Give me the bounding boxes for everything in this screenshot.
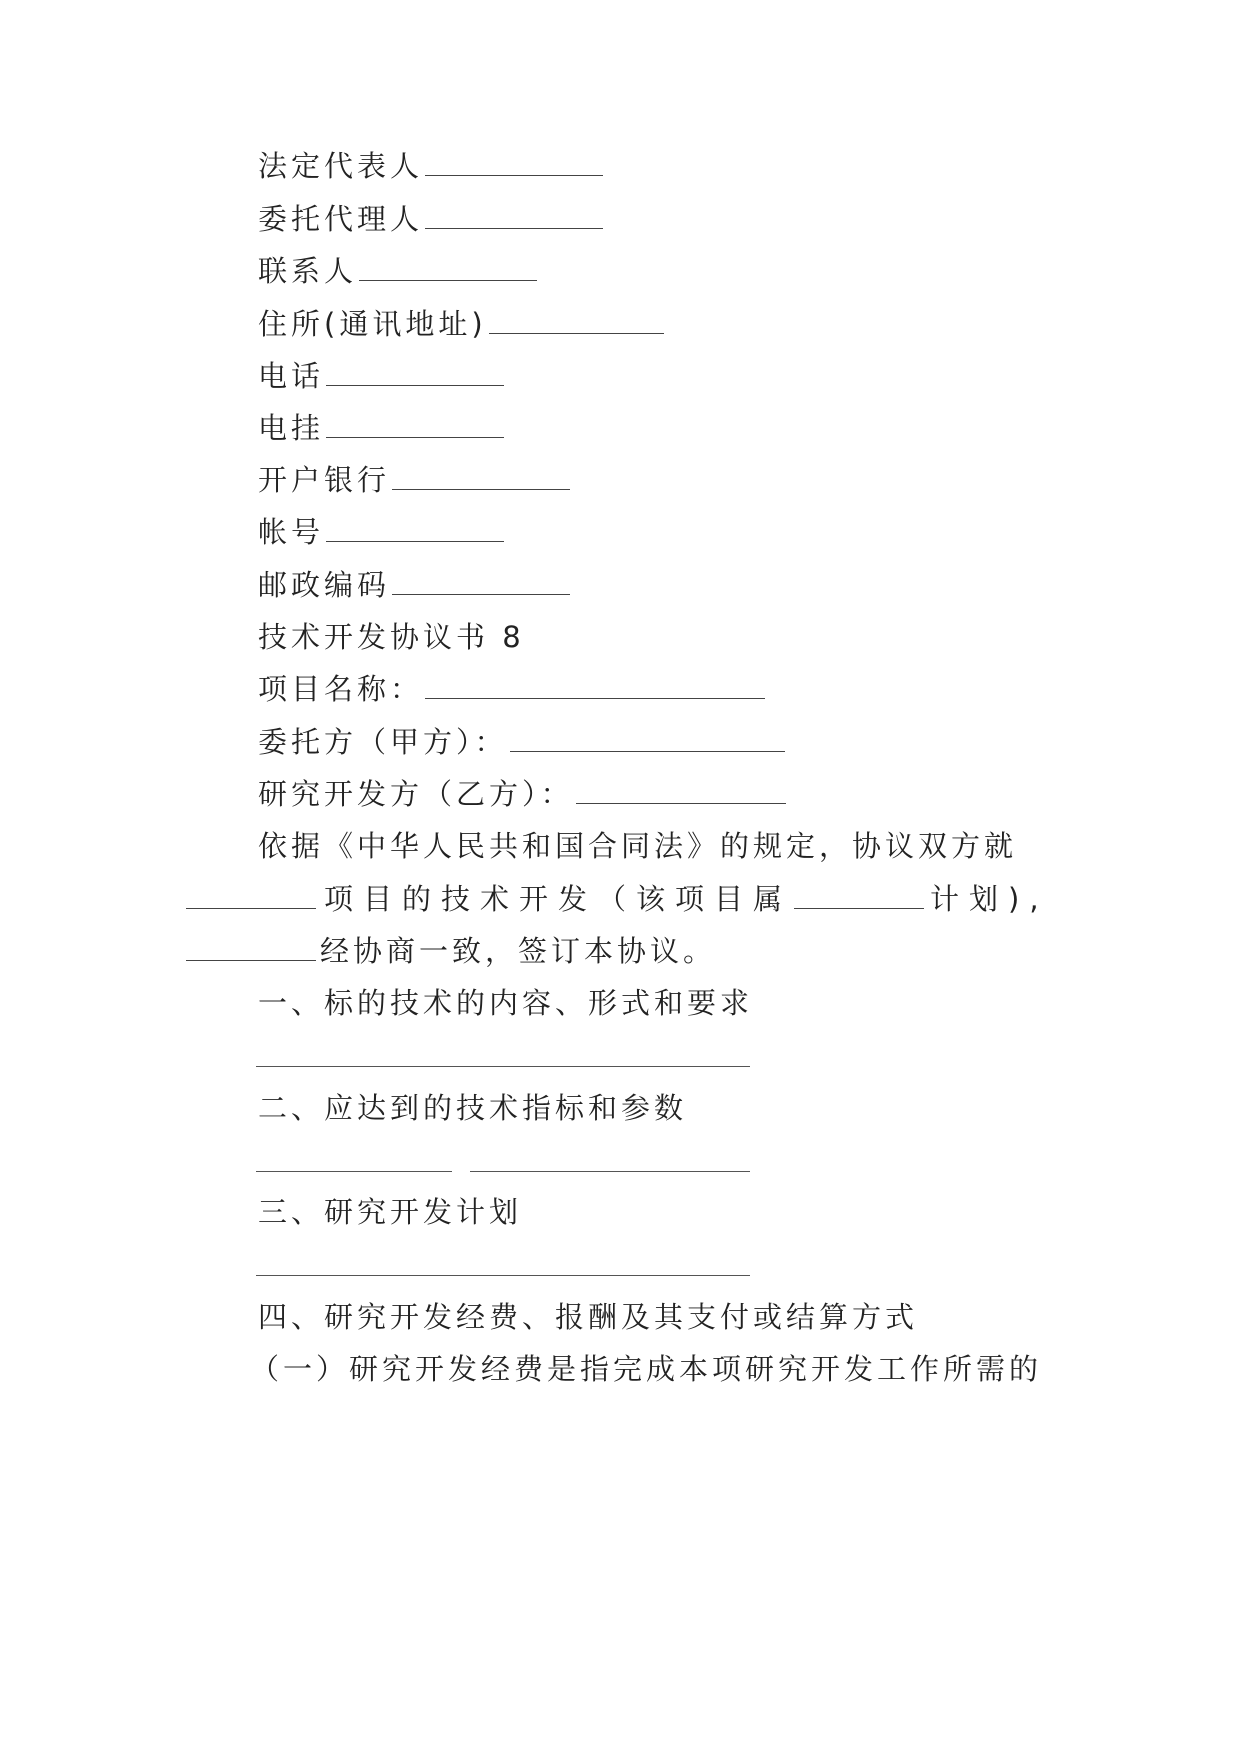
field-label: 邮政编码 bbox=[258, 568, 391, 602]
preamble-line-2 bbox=[186, 879, 1049, 919]
field-phone bbox=[258, 356, 504, 396]
preamble-line-1: 依据《中华人民共和国合同法》的规定，协议双方就 bbox=[258, 829, 1018, 863]
field-bank bbox=[258, 460, 570, 500]
blank-line bbox=[794, 907, 924, 909]
blank-line bbox=[470, 1171, 750, 1172]
field-legal-representative bbox=[258, 146, 603, 186]
field-account bbox=[258, 512, 504, 552]
blank-line bbox=[359, 279, 537, 281]
field-label: 委托方（甲方）： bbox=[258, 725, 508, 759]
blank-line bbox=[256, 1275, 750, 1276]
preamble-text: 经协商一致，签订本协议。 bbox=[320, 934, 717, 968]
blank-line bbox=[425, 227, 603, 229]
section-3-heading: 三、研究开发计划 bbox=[258, 1195, 523, 1229]
field-address bbox=[258, 304, 664, 344]
blank-line bbox=[392, 593, 570, 595]
blank-line bbox=[326, 384, 504, 386]
field-label: 委托代理人 bbox=[258, 202, 424, 236]
blank-line bbox=[425, 697, 765, 699]
project-name-field bbox=[258, 669, 765, 709]
section-4-heading: 四、研究开发经费、报酬及其支付或结算方式 bbox=[258, 1300, 919, 1334]
field-postal-code bbox=[258, 565, 570, 605]
field-label: 法定代表人 bbox=[258, 149, 424, 183]
field-label: 研究开发方（乙方）： bbox=[258, 777, 574, 811]
document-title: 技术开发协议书 8 bbox=[258, 620, 525, 654]
blank-line bbox=[256, 1066, 750, 1067]
blank-line bbox=[186, 959, 316, 961]
field-label: 电话 bbox=[258, 359, 325, 393]
section-4-1-text: （一）研究开发经费是指完成本项研究开发工作所需的 bbox=[250, 1352, 1043, 1386]
preamble-text: 计划), bbox=[930, 882, 1049, 916]
field-label: 住所(通讯地址) bbox=[258, 307, 487, 341]
field-label: 电挂 bbox=[258, 411, 325, 445]
section-2-heading: 二、应达到的技术指标和参数 bbox=[258, 1091, 688, 1125]
blank-line bbox=[489, 332, 664, 334]
blank-line bbox=[510, 750, 785, 752]
preamble-text: 项目的技术开发（该项目属 bbox=[324, 882, 793, 916]
field-authorized-agent bbox=[258, 199, 603, 239]
field-label: 联系人 bbox=[258, 254, 358, 288]
blank-line bbox=[326, 540, 504, 542]
blank-line bbox=[392, 488, 570, 490]
preamble-line-3 bbox=[186, 931, 716, 971]
party-a-field bbox=[258, 722, 785, 762]
field-label: 帐号 bbox=[258, 515, 325, 549]
blank-line bbox=[256, 1171, 452, 1172]
blank-line bbox=[576, 802, 786, 804]
field-label: 项目名称： bbox=[258, 672, 424, 706]
blank-line bbox=[326, 436, 504, 438]
blank-line bbox=[186, 907, 316, 909]
blank-line bbox=[425, 174, 603, 176]
party-b-field bbox=[258, 774, 786, 814]
field-label: 开户银行 bbox=[258, 463, 391, 497]
field-contact-person bbox=[258, 251, 537, 291]
section-1-heading: 一、标的技术的内容、形式和要求 bbox=[258, 986, 754, 1020]
field-telegraph bbox=[258, 408, 504, 448]
